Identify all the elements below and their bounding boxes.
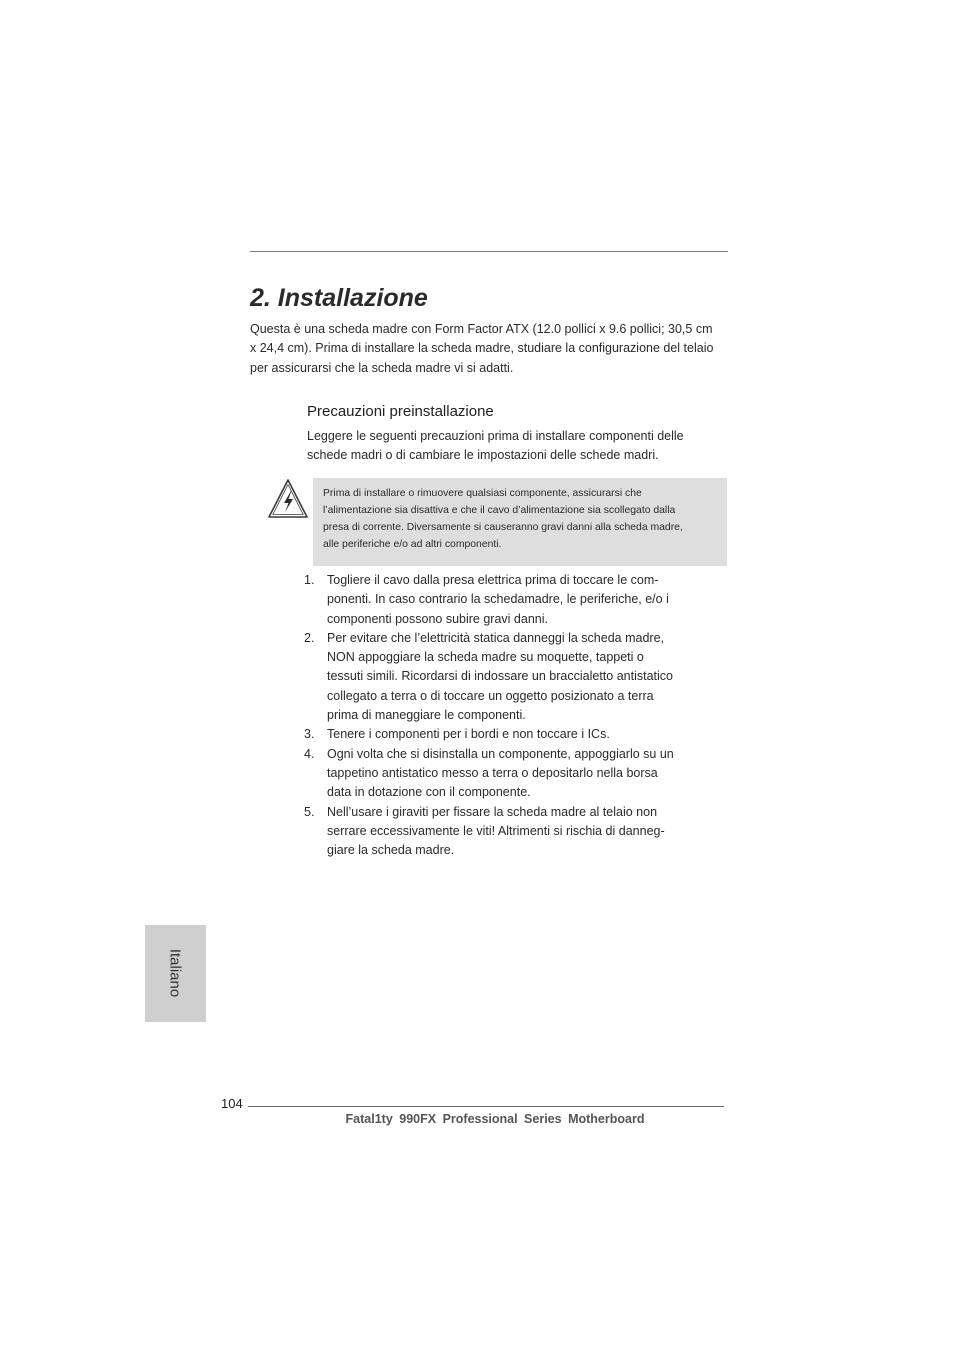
- step-text: Ogni volta che si disinstalla un componente, appoggiarlo su un tappetino antistatico messo a terra o depositarlo nella borsa data in dotazione con il componente.: [327, 746, 674, 800]
- intro-line: per assicurarsi che la scheda madre vi si adatti.: [250, 360, 514, 375]
- step-number: 3.: [304, 727, 315, 742]
- language-label: Italiano: [166, 948, 184, 998]
- warning-note-text: [323, 485, 719, 553]
- language-tab: [145, 925, 206, 1022]
- list-item: [300, 629, 700, 725]
- top-divider: [250, 251, 728, 252]
- intro-line: Questa è una scheda madre con Form Factor ATX (12.0 pollici x 9.6 pollici; 30,5 cm: [250, 322, 713, 336]
- step-text: Per evitare che l’elettricità statica danneggi la scheda madre, NON appoggiare la scheda madre su moquette, tappeti o tessuti simili. Ricordarsi di indossare un braccialetto antistatico collegato a terra o di toccare un oggetto posizionato a terra prima di maneggiare le componenti.: [327, 630, 673, 723]
- list-item: [300, 745, 700, 803]
- step-text: Togliere il cavo dalla presa elettrica prima di toccare le com- ponenti. In caso contrario la schedamadre, le periferiche, e/o i componenti possono subire gravi danni.: [327, 573, 669, 626]
- list-item: [300, 571, 700, 629]
- list-item: [300, 803, 700, 861]
- step-text: Tenere i componenti per i bordi e non toccare i ICs.: [327, 727, 610, 742]
- warning-lightning-icon: [267, 478, 309, 520]
- list-item: [300, 725, 700, 744]
- step-text: Nell’usare i giraviti per fissare la scheda madre al telaio non serrare eccessivamente le viti! Altrimenti si rischia di danneg- giare la scheda madre.: [327, 804, 665, 858]
- step-number: 1.: [304, 573, 315, 587]
- page-number: 104: [221, 1096, 243, 1111]
- precautions-intro-line: Leggere le seguenti precauzioni prima di installare componenti delle: [307, 429, 684, 443]
- intro-line: x 24,4 cm). Prima di installare la scheda madre, studiare la configurazione del telaio: [250, 341, 714, 356]
- section-title: 2. Installazione: [250, 284, 428, 312]
- step-number: 2.: [304, 630, 315, 645]
- precautions-title: Precauzioni preinstallazione: [307, 403, 494, 420]
- note-line: presa di corrente. Diversamente si causeranno gravi danni alla scheda madre,: [323, 522, 683, 533]
- step-number: 4.: [304, 746, 315, 761]
- note-line: alle periferiche e/o ad altri componenti.: [323, 539, 502, 550]
- section-intro: [250, 320, 730, 378]
- warning-note-box: [313, 478, 727, 566]
- footer-divider: [248, 1106, 724, 1107]
- precautions-list: [300, 571, 700, 860]
- step-number: 5.: [304, 804, 315, 819]
- precautions-intro-line: schede madri o di cambiare le impostazioni delle schede madri.: [307, 448, 659, 463]
- note-line: l’alimentazione sia disattiva e che il cavo d’alimentazione sia scollegato dalla: [323, 505, 676, 516]
- precautions-intro: [307, 427, 727, 466]
- footer-product-name: Fatal1ty 990FX Professional Series Motherboard: [345, 1112, 645, 1126]
- note-line: Prima di installare o rimuovere qualsiasi componente, assicurarsi che: [323, 488, 642, 499]
